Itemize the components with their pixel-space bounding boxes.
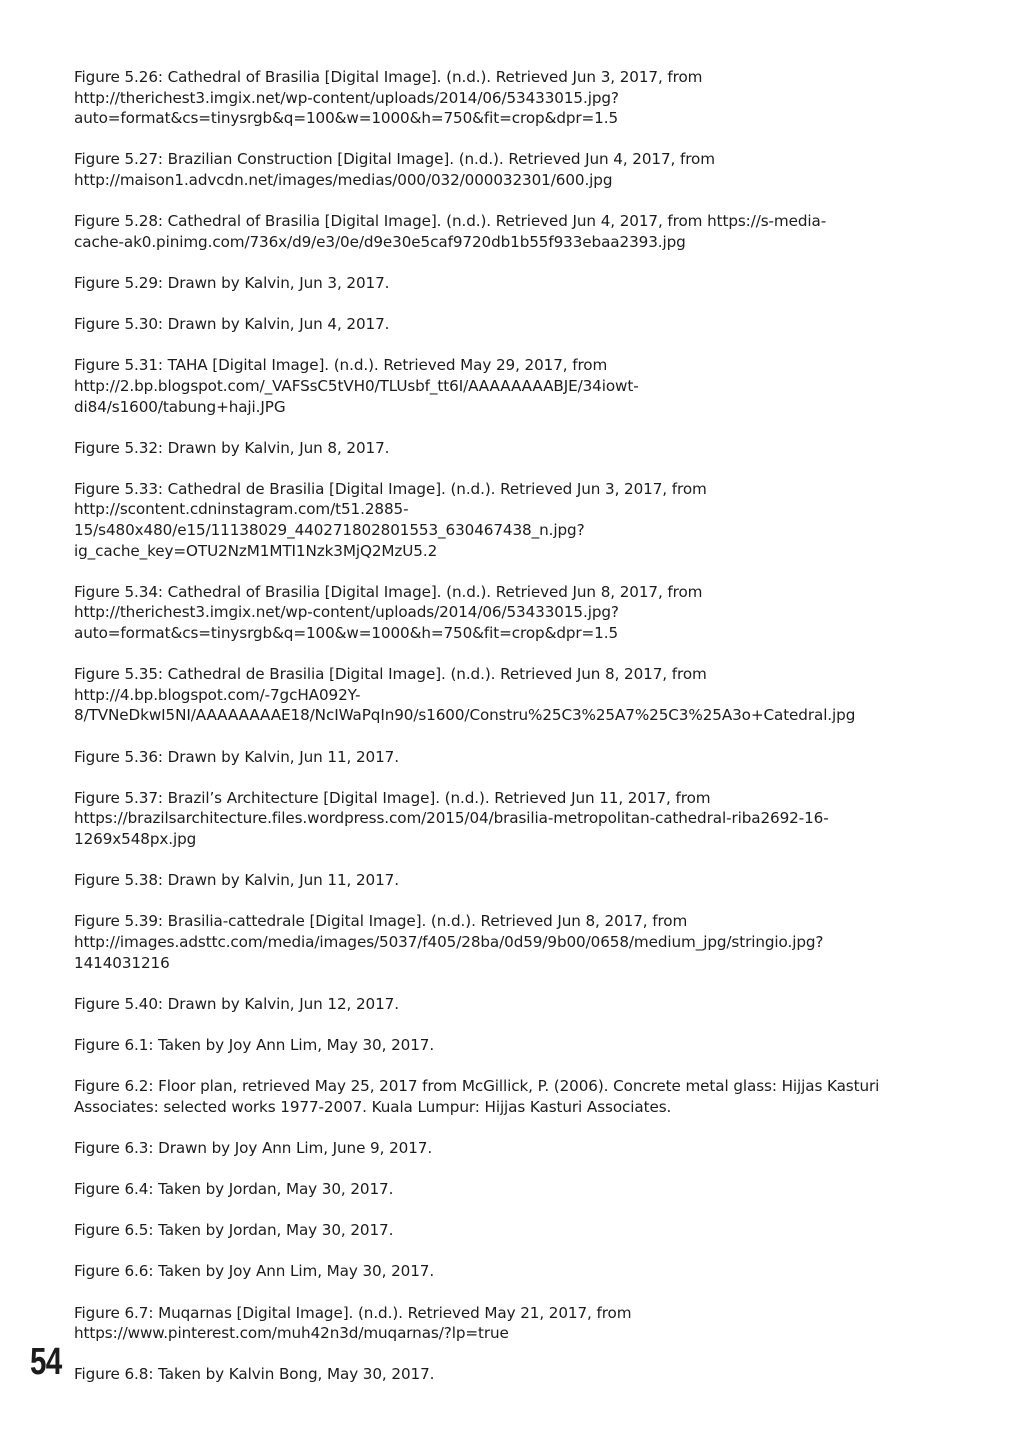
- reference-entry: Figure 6.3: Drawn by Joy Ann Lim, June 9, 2017.: [74, 1138, 433, 1157]
- reference-entry: Figure 5.29: Drawn by Kalvin, Jun 3, 2017.: [74, 273, 390, 292]
- reference-entry: Figure 5.37: Brazil’s Architecture [Digital Image]. (n.d.). Retrieved Jun 11, 2017, from https://brazilsarchitecture.files.wordpress.com/2015/04/brasilia-metropolitan-cathedral-riba2692-16- 1269x548px.jpg: [74, 788, 829, 848]
- reference-entry: Figure 5.34: Cathedral of Brasilia [Digital Image]. (n.d.). Retrieved Jun 8, 2017, from http://therichest3.imgix.net/wp-content/uploads/2014/06/53433015.jpg? auto=format&cs=tinysrgb&q=100&w=1000&h=750&fit=crop&dpr=1.5: [74, 582, 703, 643]
- reference-entry: Figure 6.6: Taken by Joy Ann Lim, May 30, 2017.: [74, 1262, 435, 1281]
- reference-entry: Figure 5.30: Drawn by Kalvin, Jun 4, 2017.: [74, 315, 390, 334]
- reference-entry: Figure 5.26: Cathedral of Brasilia [Digital Image]. (n.d.). Retrieved Jun 3, 2017, from http://therichest3.imgix.net/wp-content/uploads/2014/06/53433015.jpg? auto=format&cs=tinysrgb&q=100&w=1000&h=750&fit=crop&dpr=1.5: [74, 68, 703, 128]
- reference-entry: Figure 6.2: Floor plan, retrieved May 25, 2017 from McGillick, P. (2006). Concrete metal glass: Hijjas Kasturi Associates: selected works 1977-2007. Kuala Lumpur: Hijjas Kasturi Associates.: [74, 1077, 880, 1116]
- page-number: 54: [30, 1341, 62, 1383]
- reference-entry: Figure 6.1: Taken by Joy Ann Lim, May 30, 2017.: [74, 1035, 435, 1054]
- reference-entry: Figure 6.5: Taken by Jordan, May 30, 2017.: [74, 1221, 394, 1240]
- figure-reference-list: [74, 67, 954, 1406]
- reference-entry: Figure 5.31: TAHA [Digital Image]. (n.d.). Retrieved May 29, 2017, from http://2.bp.blogspot.com/_VAFSsC5tVH0/TLUsbf_tt6I/AAAAAAAABJE/34iowt- di84/s1600/tabung+haji.JPG: [74, 356, 639, 416]
- reference-entry: Figure 6.4: Taken by Jordan, May 30, 2017.: [74, 1180, 394, 1199]
- reference-entry: Figure 5.35: Cathedral de Brasilia [Digital Image]. (n.d.). Retrieved Jun 8, 2017, from http://4.bp.blogspot.com/-7gcHA092Y- 8/TVNeDkwI5NI/AAAAAAAAE18/NcIWaPqIn90/s1600/Constru%25C3%25A7%25C3%25A3o+Catedral.jpg: [74, 665, 856, 725]
- reference-entry: Figure 5.27: Brazilian Construction [Digital Image]. (n.d.). Retrieved Jun 4, 2017, from http://maison1.advcdn.net/images/medias/000/032/000032301/600.jpg: [74, 150, 715, 189]
- reference-entry: Figure 5.36: Drawn by Kalvin, Jun 11, 2017.: [74, 747, 399, 766]
- reference-entry: Figure 5.33: Cathedral de Brasilia [Digital Image]. (n.d.). Retrieved Jun 3, 2017, from http://scontent.cdninstagram.com/t51.2885- 15/s480x480/e15/11138029_440271802801553_630467438_n.jpg? ig_cache_key=OTU2NzM1MTI1Nzk3MjQ2MzU5.2: [74, 479, 707, 560]
- reference-entry: Figure 6.7: Muqarnas [Digital Image]. (n.d.). Retrieved May 21, 2017, from https://www.pinterest.com/muh42n3d/muqarnas/?lp=true: [74, 1303, 632, 1343]
- reference-entry: Figure 5.28: Cathedral of Brasilia [Digital Image]. (n.d.). Retrieved Jun 4, 2017, from https://s-media- cache-ak0.pinimg.com/736x/d9/e3/0e/d9e30e5caf9720db1b55f933ebaa2393.jpg: [74, 212, 827, 251]
- reference-entry: Figure 5.32: Drawn by Kalvin, Jun 8, 2017.: [74, 438, 390, 457]
- reference-entry: Figure 5.39: Brasilia-cattedrale [Digital Image]. (n.d.). Retrieved Jun 8, 2017, from http://images.adsttc.com/media/images/5037/f405/28ba/0d59/9b00/0658/medium_jpg/stringio.jpg? 1414031216: [74, 912, 824, 972]
- reference-entry: Figure 6.8: Taken by Kalvin Bong, May 30, 2017.: [74, 1365, 435, 1384]
- reference-entry: Figure 5.38: Drawn by Kalvin, Jun 11, 2017.: [74, 871, 399, 890]
- reference-entry: Figure 5.40: Drawn by Kalvin, Jun 12, 2017.: [74, 994, 399, 1013]
